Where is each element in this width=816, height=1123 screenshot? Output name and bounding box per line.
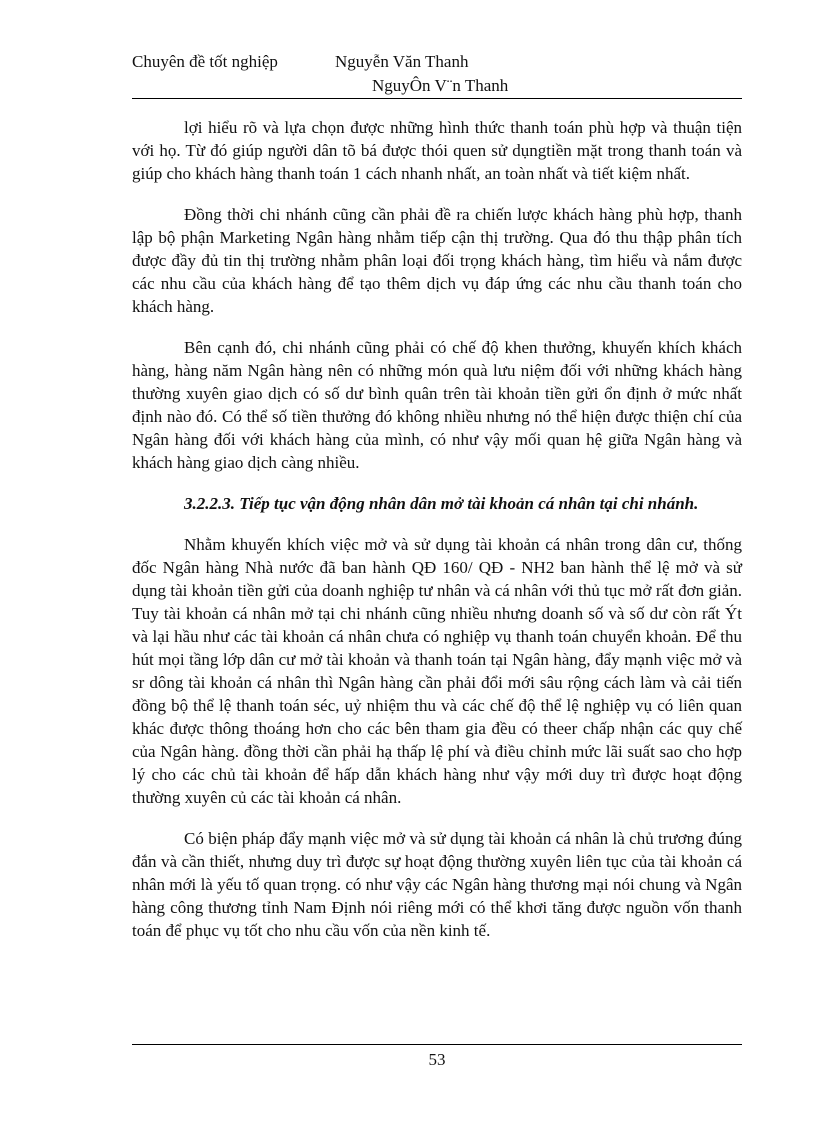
page-body [132,116,742,960]
paragraph-personal-accounts: Nhằm khuyến khích việc mở và sử dụng tài khoản cá nhân trong dân cư, thống đốc Ngân hàng Nhà nước đã ban hành QĐ 160/ QĐ - NH2 ban hành thể lệ mở và sử dụng tài khoản tiền gửi của doanh nghiệp tư nhân và cá nhân với thủ tục mở rất đơn giản. Tuy tài khoản cá nhân mở tại chi nhánh cũng nhiều nhưng doanh số và số dư còn rất Ýt và lại hầu như các tài khoản cá nhân chưa có nghiệp vụ thanh toán chuyển khoản. Để thu hút mọi tầng lớp dân cư mở tài khoản và thanh toán tại Ngân hàng, đẩy mạnh việc mở và sr dông tài khoản cá nhân thì Ngân hàng cần phải đổi mới sâu rộng cách làm và cải tiến đồng bộ thể lệ thanh toán séc, uỷ nhiệm thu và các chế độ thể lệ nghiệp vụ có liên quan khác được thông thoáng hơn cho các bên tham gia đều có theer chấp nhận các quy chế của Ngân hàng. đồng thời cần phải hạ thấp lệ phí và điều chỉnh mức lãi suất sao cho hợp lý cho các chủ tài khoản để hấp dẫn khách hàng như vậy mới duy trì được hoạt động thường xuyên củ các tài khoản cá nhân. [132,535,742,807]
paragraph-rewards: Bên cạnh đó, chi nhánh cũng phải có chế độ khen thưởng, khuyến khích khách hàng, hàng năm Ngân hàng nên có những món quà lưu niệm đối với những khách hàng thường xuyên giao dịch có số dư bình quân trên tài khoản tiền gửi ổn định ở mức nhất định nào đó. Có thể số tiền thưởng đó không nhiều nhưng nó thể hiện được thiện chí của Ngân hàng đối với khách hàng của mình, có như vậy mối quan hệ giữa Ngân hàng và khách hàng giao dịch càng nhiều. [132,338,742,472]
header-divider [132,98,742,99]
page-number: 53 [428,1050,446,1069]
footer-divider [132,1044,742,1045]
section-heading: 3.2.2.3. Tiếp tục vận động nhân dân mở tài khoản cá nhân tại chi nhánh. [184,494,699,513]
author-name-legacy-encoding: NguyÔn V¨n Thanh [372,76,509,95]
paragraph-account-usage: Có biện pháp đẩy mạnh việc mở và sử dụng tài khoản cá nhân là chủ trương đúng đắn và cần thiết, nhưng duy trì được sự hoạt động thường xuyên liên tục của tài khoản cá nhân mới là yếu tố quan trọng. có như vậy các Ngân hàng thương mại nói chung và Ngân hàng công thương tỉnh Nam Định nói riêng mới có thể khơi tăng được nguồn vốn thanh toán để phục vụ tốt cho nhu cầu vốn của nền kinh tế. [132,829,742,940]
author-name: Nguyễn Văn Thanh [335,52,469,71]
page-header [132,52,742,102]
paragraph-customer-strategy: Đồng thời chi nhánh cũng cần phải đề ra chiến lược khách hàng phù hợp, thanh lập bộ phận Marketing Ngân hàng nhằm tiếp cận thị trường. Qua đó thu thập phân tích được đầy đủ tin thị trường nhằm phân loại đối trọng khách hàng, tìm hiểu và nắm được các nhu cầu của khách hàng để tạo thêm dịch vụ đáp ứng các nhu cầu thanh toán cho khách hàng. [132,205,742,316]
paragraph-continuation: lợi hiểu rõ và lựa chọn được những hình thức thanh toán phù hợp và thuận tiện với họ. Từ đó giúp người dân tõ bá được thói quen sử dụngtiền mặt trong thanh toán và giúp cho khách hàng thanh toán 1 cách nhanh nhất, an toàn nhất và tiết kiệm nhất. [132,118,742,183]
document-type-label: Chuyên đề tốt nghiệp [132,52,278,71]
